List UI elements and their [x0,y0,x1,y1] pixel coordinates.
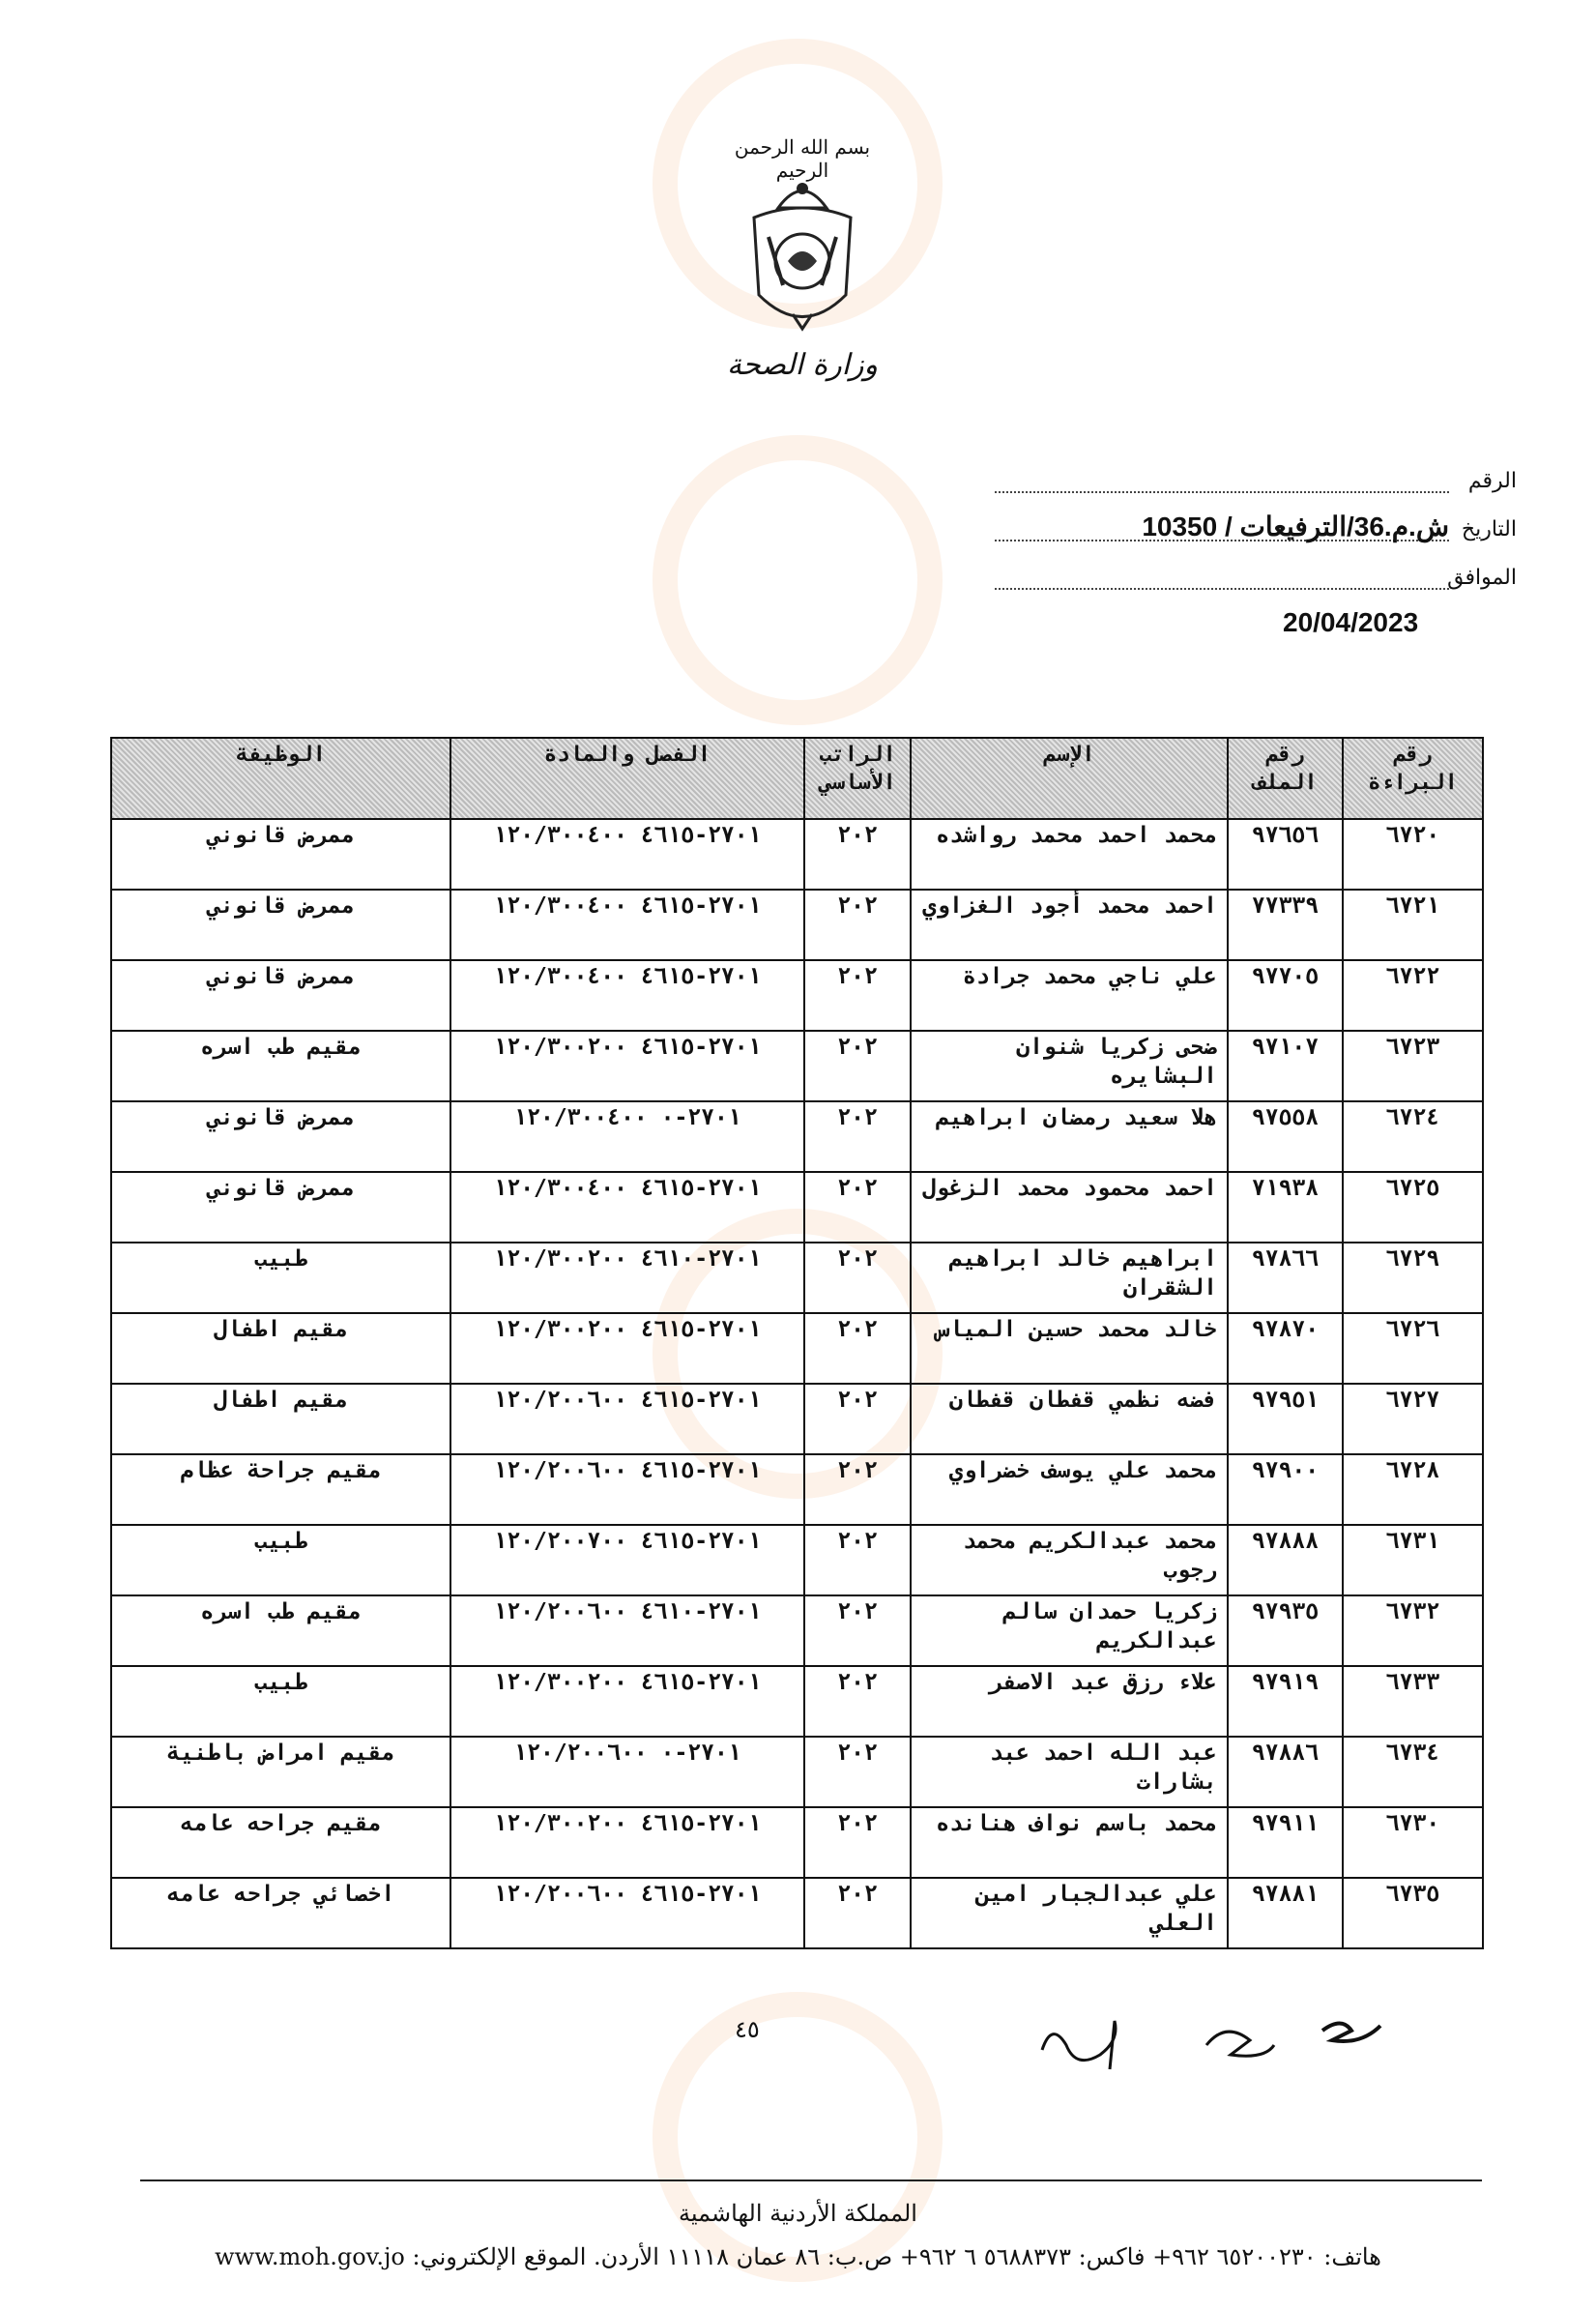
cell-chapter: ١٢٠/٢٠٠٦٠٠ ٠-٢٧٠١ [450,1737,804,1807]
cell-name: محمد عبدالكريم محمد رجوب [911,1525,1228,1595]
cell-chapter: ١٢٠/٣٠٠٤٠٠ ٤٦١٥-٢٧٠١ [450,1172,804,1243]
table-row [111,1595,1483,1666]
watermark-clock-icon [653,1992,943,2282]
cell-file: ٧١٩٣٨ [1228,1172,1343,1243]
cell-name: محمد احمد محمد رواشده [911,819,1228,890]
cell-cert: ٦٧٢٧ [1343,1384,1483,1454]
cell-salary: ٢٠٢ [804,1807,911,1878]
table-row [111,1172,1483,1243]
cell-file: ٩٧٨٨١ [1228,1878,1343,1948]
number-dots [995,462,1449,493]
cell-cert: ٦٧٣١ [1343,1525,1483,1595]
cell-chapter: ١٢٠/٣٠٠٤٠٠ ٤٦١٥-٢٧٠١ [450,960,804,1031]
cell-cert: ٦٧٢٠ [1343,819,1483,890]
date-label: التاريخ [1461,517,1517,541]
cell-cert: ٦٧٣٥ [1343,1878,1483,1948]
cell-name: محمد باسم نواف هنانده [911,1807,1228,1878]
cell-job: مقيم طب اسره [111,1595,450,1666]
cell-file: ٧٧٣٣٩ [1228,890,1343,960]
cell-cert: ٦٧٢٦ [1343,1313,1483,1384]
footer-kingdom: المملكة الأردنية الهاشمية [679,2200,917,2227]
cell-file: ٩٧٨٦٦ [1228,1243,1343,1313]
cell-file: ٩٧٩١٩ [1228,1666,1343,1737]
table-row [111,1525,1483,1595]
cell-cert: ٦٧٣٤ [1343,1737,1483,1807]
cell-job: مقيم امراض باطنية [111,1737,450,1807]
cell-cert: ٦٧٣٢ [1343,1595,1483,1666]
header-cert: رقم البراءة [1343,738,1483,819]
cell-salary: ٢٠٢ [804,890,911,960]
cell-salary: ٢٠٢ [804,1666,911,1737]
cell-job: مقيم طب اسره [111,1031,450,1101]
cell-salary: ٢٠٢ [804,1031,911,1101]
cell-file: ٩٧٩٥١ [1228,1384,1343,1454]
table-row [111,1101,1483,1172]
cell-chapter: ١٢٠/٣٠٠٢٠٠ ٤٦١٥-٢٧٠١ [450,1313,804,1384]
cell-name: احمد محمد أجود الغزاوي [911,890,1228,960]
header-name: الإسم [911,738,1228,819]
cell-file: ٩٧٩٣٥ [1228,1595,1343,1666]
cell-name: زكريا حمدان سالم عبدالكريم [911,1595,1228,1666]
header-salary: الراتب الأساسي [804,738,911,819]
cell-salary: ٢٠٢ [804,1101,911,1172]
cell-name: علي ناجي محمد جرادة [911,960,1228,1031]
cell-salary: ٢٠٢ [804,1172,911,1243]
cell-file: ٩٧٩٠٠ [1228,1454,1343,1525]
cell-file: ٩٧٧٠٥ [1228,960,1343,1031]
cell-salary: ٢٠٢ [804,1878,911,1948]
cell-cert: ٦٧٣٠ [1343,1807,1483,1878]
cell-cert: ٦٧٢١ [1343,890,1483,960]
table-row [111,1313,1483,1384]
cell-salary: ٢٠٢ [804,1384,911,1454]
table-row [111,1031,1483,1101]
basmala: بسم الله الرحمن الرحيم [734,135,871,182]
cell-salary: ٢٠٢ [804,1595,911,1666]
jordan-emblem-icon [740,169,865,343]
cell-chapter: ١٢٠/٢٠٠٦٠٠ ٤٦١٥-٢٧٠١ [450,1878,804,1948]
cell-job: مقيم اطفال [111,1313,450,1384]
cell-chapter: ١٢٠/٣٠٠٢٠٠ ٤٦١٠-٢٧٠١ [450,1243,804,1313]
table-header-row [111,738,1483,819]
header-file: رقم الملف [1228,738,1343,819]
signature-icon [1032,2002,1390,2079]
corresponding-dots [995,559,1449,590]
cell-salary: ٢٠٢ [804,960,911,1031]
cell-job: اخصائي جراحه عامه [111,1878,450,1948]
table-row [111,819,1483,890]
table-row [111,1737,1483,1807]
cell-job: طبيب [111,1666,450,1737]
cell-chapter: ١٢٠/٢٠٠٦٠٠ ٤٦١٥-٢٧٠١ [450,1384,804,1454]
cell-salary: ٢٠٢ [804,1737,911,1807]
cell-chapter: ١٢٠/٣٠٠٢٠٠ ٤٦١٥-٢٧٠١ [450,1807,804,1878]
table-row [111,890,1483,960]
cell-name: محمد علي يوسف خضراوي [911,1454,1228,1525]
watermark-clock-icon [653,435,943,725]
cell-salary: ٢٠٢ [804,1243,911,1313]
cell-file: ٩٧٩١١ [1228,1807,1343,1878]
cell-cert: ٦٧٢٣ [1343,1031,1483,1101]
cell-job: مقيم جراحة عظام [111,1454,450,1525]
cell-file: ٩٧٦٥٦ [1228,819,1343,890]
number-field [975,454,1517,493]
cell-job: مقيم جراحه عامه [111,1807,450,1878]
table-row [111,1807,1483,1878]
cell-cert: ٦٧٣٣ [1343,1666,1483,1737]
cell-chapter: ١٢٠/٢٠٠٧٠٠ ٤٦١٥-٢٧٠١ [450,1525,804,1595]
cell-cert: ٦٧٢٤ [1343,1101,1483,1172]
cell-cert: ٦٧٢٢ [1343,960,1483,1031]
cell-name: فضه نظمي قفطان قفطان [911,1384,1228,1454]
cell-salary: ٢٠٢ [804,1313,911,1384]
cell-salary: ٢٠٢ [804,1525,911,1595]
table-row [111,960,1483,1031]
ministry-name: وزارة الصحة [727,348,878,382]
header-job: الوظيفة [111,738,450,819]
cell-file: ٩٧٥٥٨ [1228,1101,1343,1172]
cell-name: ضحى زكريا شنوان البشايره [911,1031,1228,1101]
table-row [111,1878,1483,1948]
cell-name: ابراهيم خالد ابراهيم الشقران [911,1243,1228,1313]
cell-cert: ٦٧٢٥ [1343,1172,1483,1243]
cell-chapter: ١٢٠/٣٠٠٤٠٠ ٤٦١٥-٢٧٠١ [450,819,804,890]
cell-job: ممرض قانوني [111,819,450,890]
cell-name: عبد الله احمد عبد بشارات [911,1737,1228,1807]
cell-name: هلا سعيد رمضان ابراهيم [911,1101,1228,1172]
cell-salary: ٢٠٢ [804,819,911,890]
cell-job: طبيب [111,1243,450,1313]
page-number: ٤٥ [735,2016,760,2043]
table-row [111,1666,1483,1737]
cell-file: ٩٧٨٨٨ [1228,1525,1343,1595]
cell-job: طبيب [111,1525,450,1595]
document-date: 20/04/2023 [1283,607,1419,637]
date-field [975,503,1517,541]
corresponding-label: الموافق [1447,566,1517,590]
table-body [111,819,1483,1948]
cell-job: ممرض قانوني [111,960,450,1031]
footer-divider [140,2179,1482,2181]
cell-chapter: ١٢٠/٣٠٠٢٠٠ ٤٦١٥-٢٧٠١ [450,1031,804,1101]
table-row [111,1243,1483,1313]
promotions-table [110,737,1484,1949]
cell-name: علي عبدالجبار امين العلي [911,1878,1228,1948]
cell-chapter: ١٢٠/٣٠٠٢٠٠ ٤٦١٥-٢٧٠١ [450,1666,804,1737]
header-chapter: الفصل والمادة [450,738,804,819]
cell-chapter: ١٢٠/٣٠٠٤٠٠ ٠-٢٧٠١ [450,1101,804,1172]
cell-chapter: ١٢٠/٢٠٠٦٠٠ ٤٦١٠-٢٧٠١ [450,1595,804,1666]
corresponding-field [975,551,1517,590]
cell-file: ٩٧٨٧٠ [1228,1313,1343,1384]
number-label: الرقم [1467,469,1517,493]
cell-job: مقيم اطفال [111,1384,450,1454]
cell-job: ممرض قانوني [111,1172,450,1243]
cell-salary: ٢٠٢ [804,1454,911,1525]
cell-name: احمد محمود محمد الزغول [911,1172,1228,1243]
table-row [111,1454,1483,1525]
cell-cert: ٦٧٢٩ [1343,1243,1483,1313]
cell-chapter: ١٢٠/٢٠٠٦٠٠ ٤٦١٥-٢٧٠١ [450,1454,804,1525]
cell-file: ٩٧٨٨٦ [1228,1737,1343,1807]
footer-contact: هاتف: ٦٥٢٠٠٢٣٠ ٩٦٢+ فاكس: ٥٦٨٨٣٧٣ ٦ ٩٦٢+ ص.ب: ٨٦ عمان ١١١١٨ الأردن. الموقع الإلكتروني: www.moh.gov.jo [215,2243,1381,2270]
cell-job: ممرض قانوني [111,1101,450,1172]
reference-number: ش.م.36/الترفيعات / 10350 [995,511,1449,541]
cell-chapter: ١٢٠/٣٠٠٤٠٠ ٤٦١٥-٢٧٠١ [450,890,804,960]
cell-file: ٩٧١٠٧ [1228,1031,1343,1101]
cell-name: علاء رزق عبد الاصفر [911,1666,1228,1737]
cell-job: ممرض قانوني [111,890,450,960]
cell-name: خالد محمد حسين المياس [911,1313,1228,1384]
cell-cert: ٦٧٢٨ [1343,1454,1483,1525]
table-row [111,1384,1483,1454]
